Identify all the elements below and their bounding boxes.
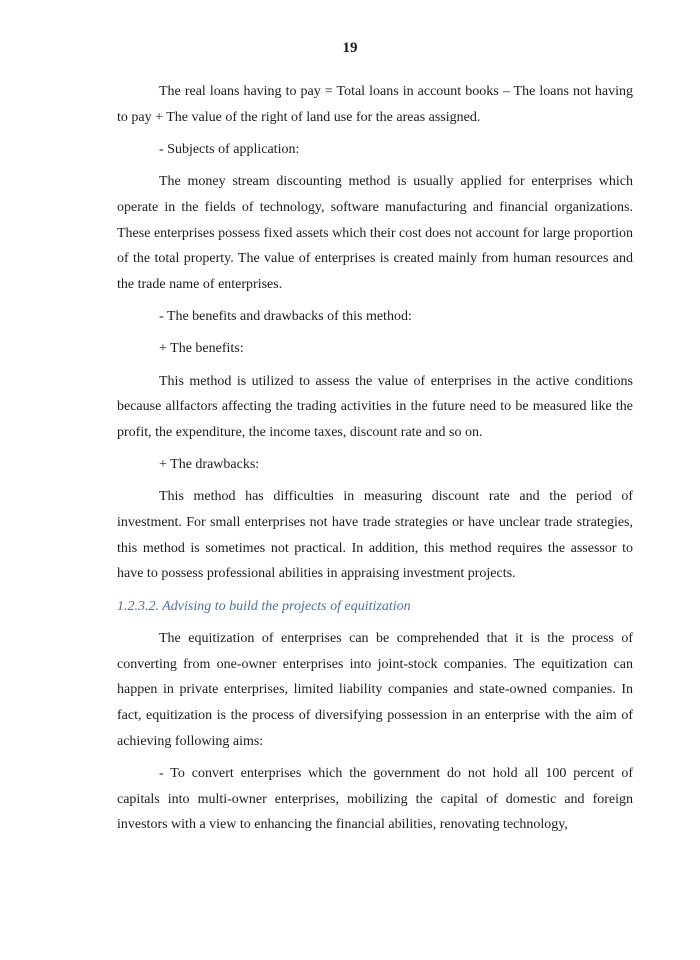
paragraph-real-loans-formula: The real loans having to pay = Total loans in account books – The loans not having to pay + The value of the right of land use for the areas assigned. [117,84,633,125]
paragraph-money-stream-method: The money stream discounting method is usually applied for enterprises which operate in the fields of technology, software manufacturing and financial organizations. These enterprises possess fixed assets which their cost does not account for large proportion of the total property. The value of enterprises is created mainly from human resources and the trade name of enterprises. [117,174,633,292]
paragraph-drawbacks-text: This method has difficulties in measuring discount rate and the period of investment. For small enterprises not have trade strategies or have unclear trade strategies, this method is sometimes not practical. In addition, this method requires the assessor to have to possess professional abilities in appraising investment projects. [117,489,633,582]
paragraph-subjects-of-application: - Subjects of application: [159,141,300,157]
paragraph-benefits-label: + The benefits: [159,341,244,357]
section-heading: 1.2.3.2. Advising to build the projects of equitization [117,598,411,614]
paragraph-equitization-definition: The equitization of enterprises can be comprehended that it is the process of converting from one-owner enterprises into joint-stock companies. The equitization can happen in private enterprises, limited liability companies and state-owned companies. In fact, equitization is the process of diversifying possession in an enterprise with the aim of achieving following aims: [117,630,633,749]
paragraph-benefits-text: This method is utilized to assess the value of enterprises in the active conditions because allfactors affecting the trading activities in the future need to be measured like the profit, the expenditure, the income taxes, discount rate and so on. [117,373,633,440]
paragraph-drawbacks-label: + The drawbacks: [159,457,260,473]
page-number: 19 [342,40,358,56]
paragraph-benefits-drawbacks-label: - The benefits and drawbacks of this method: [159,309,412,325]
document-body [117,79,633,844]
paragraph-convert-enterprises: - To convert enterprises which the government do not hold all 100 percent of capitals into multi-owner enterprises, mobilizing the capital of domestic and foreign investors with a view to enhancing the financial abilities, renovating technology, [117,765,633,833]
